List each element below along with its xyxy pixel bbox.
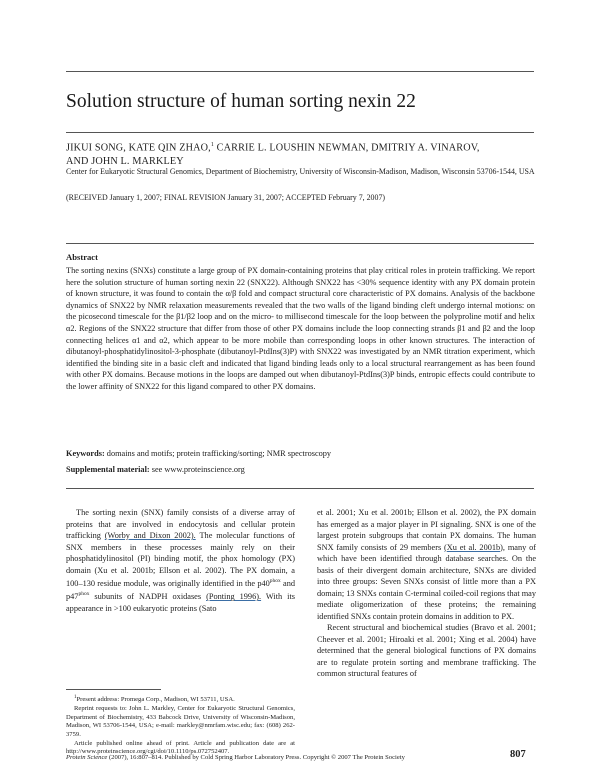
abstract-text: The sorting nexins (SNXs) constitute a large group of PX domain-containing proteins that play critical roles in protein trafficking. We report here the solution structure of human sorting nexin 22 (SNX22). Although SNX22 has <30% sequence identity with any PX domain protein of known structure, it was found to contain the α/β fold and compact structural core characteristic of PX domains. Analysis of the backbone dynamics of SNX22 by NMR relaxation measurements revealed that the two walls of the ligand binding cleft undergo internal motions: on the picosecond timescale for the β1/β2 loop and on the micro- to millisecond timescale for the loop between the polyproline motif and helix α2. Regions of the SNX22 structure that differ from those of other PX domains include the loop connecting strands β1 and β2 and the loop connecting helices α1 and α2, which appear to be more mobile than corresponding loops in other known structures. The interaction of dibutanoyl-phosphatidylinositol-3-phosphate (dibutanoyl-PtdIns(3)P) with SNX22 was investigated by an NMR titration experiment, which identified the binding site in a basic cleft and indicated that ligand binding leads only to a local structural rearrangement as has been found with other PX domains. Because motions in the loops are damped out when dibutanoyl-PtdIns(3)P binds, entropic effects could contribute to the lower affinity of SNX22 for this ligand compared to other PX domains.: [66, 266, 535, 391]
affiliation: Center for Eukaryotic Structural Genomics, Department of Biochemistry, University of Wisconsin-Madison, Madison, Wisconsin 53706-1544, USA: [66, 167, 535, 176]
received-dates: (RECEIVED January 1, 2007; FINAL REVISION January 31, 2007; ACCEPTED February 7, 2007): [66, 193, 386, 202]
abstract-rule: [66, 243, 534, 244]
citation-link[interactable]: (Ponting 1996).: [206, 592, 262, 602]
journal-citation: [66, 753, 536, 762]
footnote-text: Present address: Promega Corp., Madison, WI 53711, USA.: [76, 696, 235, 704]
body-rule: [66, 488, 534, 489]
authors-line1-suffix: CARRIE L. LOUSHIN NEWMAN, DMITRIY A. VINAROV,: [213, 142, 480, 154]
supplemental-material: [66, 464, 536, 475]
footnote-rule: [66, 689, 161, 690]
paper-title: Solution structure of human sorting nexin 22: [66, 91, 416, 112]
footnotes: [66, 694, 295, 757]
body-text: With its appearance in >100 eukaryotic proteins (Sato: [66, 592, 295, 613]
abstract-heading: Abstract: [66, 252, 98, 262]
keywords-label: Keywords:: [66, 449, 105, 458]
citation-link[interactable]: (Worby and Dixon 2002).: [104, 531, 196, 540]
journal-details: (2007), 16:807–814. Published by Cold Spring Harbor Laboratory Press. Copyright © 2007 The Protein Society: [107, 754, 405, 761]
author-list: [66, 139, 536, 168]
authors-line1-prefix: JIKUI SONG, KATE QIN ZHAO,: [66, 142, 211, 154]
author-footnote-mark: 1: [210, 142, 214, 148]
citation-link[interactable]: (Xu et al. 2001b),: [444, 542, 506, 552]
footnote: [66, 694, 295, 705]
top-rule: [66, 71, 534, 72]
keywords-text: domains and motifs; protein trafficking/sorting; NMR spectroscopy: [104, 449, 332, 458]
body-left-column: [66, 507, 295, 614]
body-text: many of which have been identified through database searches. On the basis of their divergent domain architecture, SNXs are divided into three groups: Seven SNXs consist of little more than a PX domain; 13 SNXs contain C-terminal coiled-coil regions that may mediate oligomerization of these proteins; the remaining identified SNXs contain protein domains in addition to PX.: [317, 542, 536, 621]
footnote-mark: 1: [74, 695, 77, 700]
authors-line2: AND JOHN L. MARKLEY: [66, 155, 184, 167]
body-text: et al. 2001; Xu et al. 2001b; Ellson et al. 2002), the PX domain has emerged as a major player in PI signaling. SNX is one of the largest protein subgroups that contain PX domains. The human SNX family consists of 29 members: [317, 508, 536, 552]
supplemental-text: see www.proteinscience.org: [149, 465, 245, 474]
body-text: The sorting nexin (SNX) family consists of a diverse array of proteins that are involved in endocytosis and cellular protein trafficking: [66, 508, 295, 540]
superscript: phox: [269, 578, 281, 584]
body-text: The molecular functions of SNX members in these processes mainly rely on their phosphatidylinositol (PI) binding motif, the phox homology (PX) domain (Xu et al. 2001b; Ellson et al. 2002). The PX domain, a 100–130 residue module, was originally identified in the p40: [66, 531, 295, 588]
title-rule: [66, 132, 534, 133]
body-right-column: [317, 507, 536, 680]
superscript: phox: [78, 591, 90, 598]
footnote: Article published online ahead of print. Article and publication date are at http://www.proteinscience.org/cgi/doi/10.1110/ps.072752407.: [66, 739, 295, 756]
page-number: 807: [510, 749, 526, 760]
supplemental-label: Supplemental material:: [66, 465, 150, 474]
paragraph: Recent structural and biochemical studies (Bravo et al. 2001; Cheever et al. 2001; Hiroaki et al. 2001; Xing et al. 2004) have determined that the general biological functions of PX domains are to regulate protein sorting and membrane trafficking. The common structural features of: [317, 623, 536, 678]
keywords: [66, 448, 536, 459]
footnote: Reprint requests to: John L. Markley, Center for Eukaryotic Structural Genomics, Department of Biochemistry, 433 Babcock Drive, University of Wisconsin-Madison, Madison, WI 53706-1544, USA; e-mail: markley@nmrfam.wisc.edu; fax: (608) 262-3759.: [66, 704, 295, 738]
journal-name: Protein Science: [66, 754, 108, 761]
body-text: and p47: [66, 578, 295, 602]
body-text: subunits of NADPH oxidases: [89, 592, 207, 602]
paragraph: [317, 507, 536, 622]
